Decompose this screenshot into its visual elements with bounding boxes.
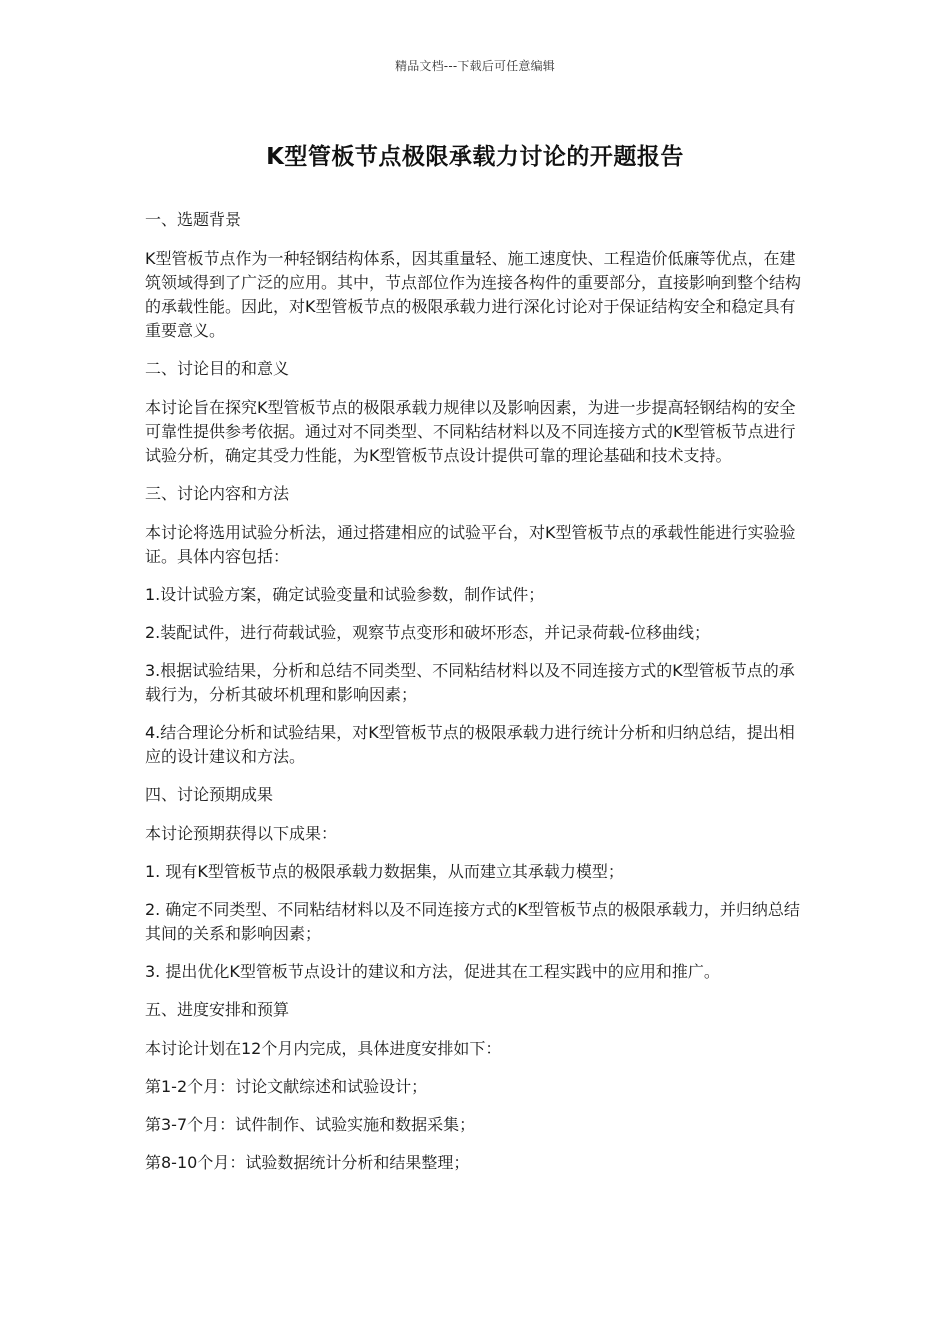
paragraph-results-intro: 本讨论预期获得以下成果：: [145, 824, 338, 843]
list-item-schedule: 第3-7个月：试件制作、试验实施和数据采集；: [145, 1115, 476, 1134]
list-item-results: 1. 现有K型管板节点的极限承载力数据集，从而建立其承载力模型；: [145, 862, 624, 881]
document-title: K型管板节点极限承载力讨论的开题报告: [266, 144, 684, 170]
list-item-content: 3.根据试验结果，分析和总结不同类型、不同粘结材料以及不同连接方式的K型管板节点的承载行为，分析其破坏机理和影响因素；: [145, 661, 795, 704]
section-heading-results: 四、讨论预期成果: [145, 785, 274, 804]
list-item-results: 3. 提出优化K型管板节点设计的建议和方法，促进其在工程实践中的应用和推广。: [145, 962, 720, 981]
document-body: [145, 208, 809, 1189]
list-item-content: 2.装配试件，进行荷载试验，观察节点变形和破坏形态，并记录荷载-位移曲线；: [145, 623, 711, 642]
section-heading-purpose: 二、讨论目的和意义: [145, 359, 290, 378]
paragraph-background: K型管板节点作为一种轻钢结构体系，因其重量轻、施工速度快、工程造价低廉等优点，在建筑领域得到了广泛的应用。其中，节点部位作为连接各构件的重要部分，直接影响到整个结构的承载性能。因此，对K型管板节点的极限承载力进行深化讨论对于保证结构安全和稳定具有重要意义。: [145, 249, 802, 340]
section-heading-background: 一、选题背景: [145, 210, 242, 229]
list-item-results: 2. 确定不同类型、不同粘结材料以及不同连接方式的K型管板节点的极限承载力，并归纳总结其间的关系和影响因素；: [145, 900, 800, 943]
list-item-schedule: 第1-2个月：讨论文献综述和试验设计；: [145, 1077, 428, 1096]
section-heading-content: 三、讨论内容和方法: [145, 484, 290, 503]
paragraph-purpose: 本讨论旨在探究K型管板节点的极限承载力规律以及影响因素，为进一步提高轻钢结构的安全可靠性提供参考依据。通过对不同类型、不同粘结材料以及不同连接方式的K型管板节点进行试验分析，确定其受力性能，为K型管板节点设计提供可靠的理论基础和技术支持。: [145, 398, 796, 465]
section-heading-schedule: 五、进度安排和预算: [145, 1000, 290, 1019]
header-note: 精品文档---下载后可任意编辑: [395, 59, 555, 73]
paragraph-schedule-intro: 本讨论计划在12个月内完成，具体进度安排如下：: [145, 1039, 502, 1058]
paragraph-content-intro: 本讨论将选用试验分析法，通过搭建相应的试验平台，对K型管板节点的承载性能进行实验验证。具体内容包括：: [145, 523, 796, 566]
list-item-content: 1.设计试验方案，确定试验变量和试验参数，制作试件；: [145, 585, 545, 604]
list-item-schedule: 第8-10个月：试验数据统计分析和结果整理；: [145, 1153, 470, 1172]
list-item-content: 4.结合理论分析和试验结果，对K型管板节点的极限承载力进行统计分析和归纳总结，提出相应的设计建议和方法。: [145, 723, 795, 766]
